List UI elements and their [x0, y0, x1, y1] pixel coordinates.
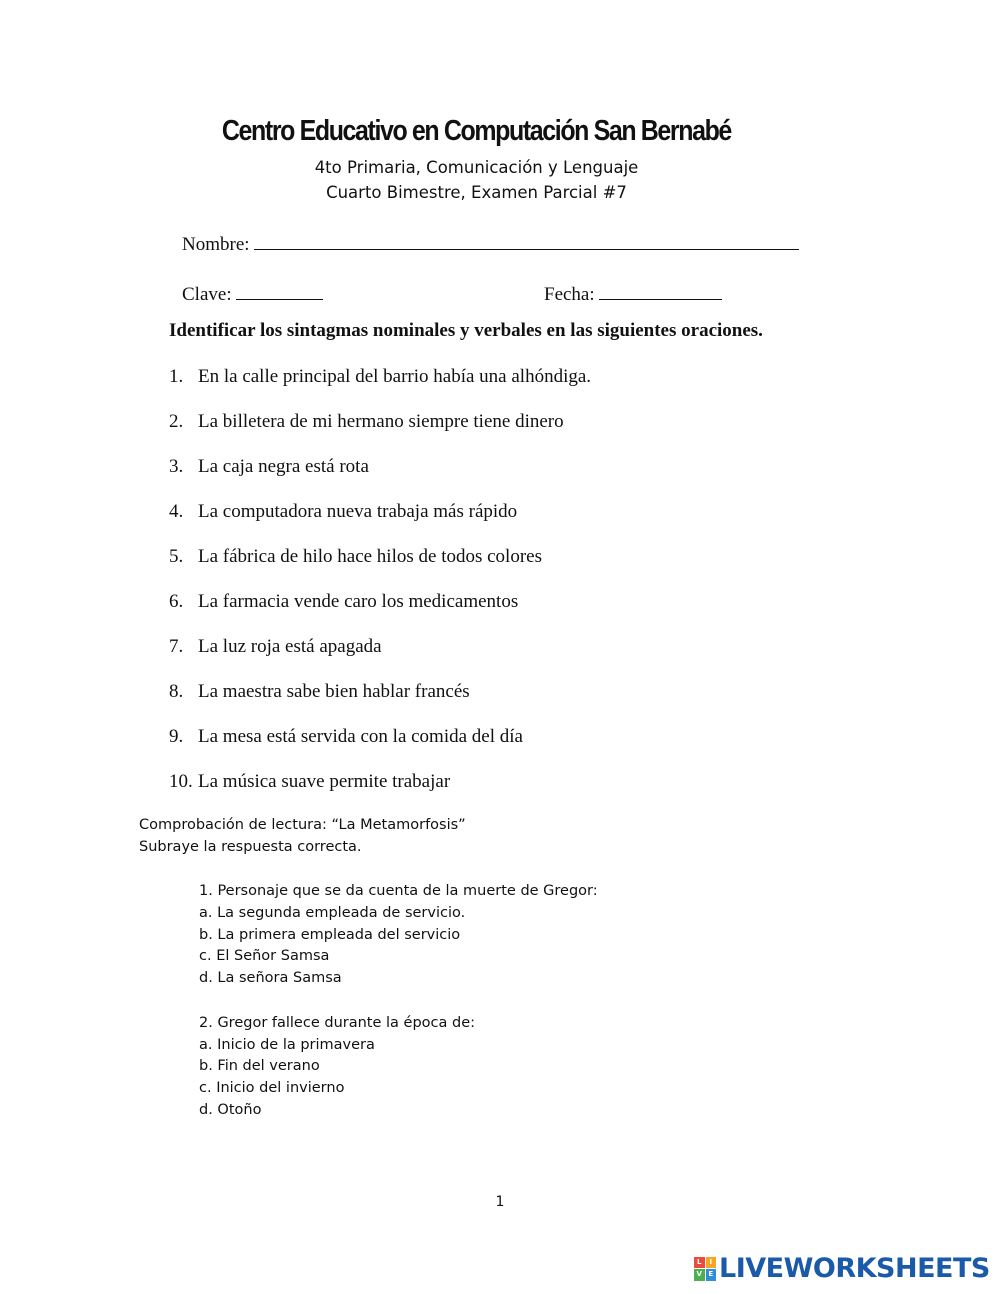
- liveworksheets-logo[interactable]: [694, 1253, 990, 1284]
- item-number: 7.: [169, 636, 184, 657]
- logo-tile-i: I: [706, 1257, 717, 1269]
- list-item: [169, 501, 517, 523]
- clave-field: [182, 283, 323, 306]
- question-2: 2. Gregor fallece durante la época de:: [199, 1015, 476, 1031]
- item-text: La farmacia vende caro los medicamentos: [198, 591, 519, 612]
- fecha-blank-line[interactable]: [599, 283, 722, 300]
- item-text: En la calle principal del barrio había una alhóndiga.: [198, 366, 592, 387]
- q2-option-b[interactable]: b. Fin del verano: [199, 1058, 320, 1074]
- item-number: 9.: [169, 726, 184, 747]
- fecha-label: Fecha:: [544, 284, 595, 305]
- section1-instruction: Identificar los sintagmas nominales y verbales en las siguientes oraciones.: [169, 320, 763, 341]
- q1-option-d[interactable]: d. La señora Samsa: [199, 970, 342, 986]
- list-item: [169, 366, 591, 388]
- list-item: [169, 591, 518, 613]
- fecha-field: [544, 283, 722, 306]
- item-number: 10.: [169, 771, 193, 792]
- name-field: [182, 233, 799, 256]
- item-number: 2.: [169, 411, 184, 432]
- q1-option-c[interactable]: c. El Señor Samsa: [199, 948, 330, 964]
- list-item: [169, 771, 450, 793]
- section2-heading: Comprobación de lectura: “La Metamorfosis”: [139, 817, 466, 833]
- list-item: [169, 546, 542, 568]
- item-number: 5.: [169, 546, 184, 567]
- subtitle-grade: 4to Primaria, Comunicación y Lenguaje: [314, 158, 639, 177]
- logo-tiles-icon: [694, 1257, 716, 1281]
- item-text: La mesa está servida con la comida del día: [198, 726, 523, 747]
- q2-option-d[interactable]: d. Otoño: [199, 1102, 262, 1118]
- clave-label: Clave:: [182, 284, 232, 305]
- item-number: 8.: [169, 681, 184, 702]
- list-item: [169, 411, 564, 433]
- name-label: Nombre:: [182, 234, 250, 255]
- item-number: 3.: [169, 456, 184, 477]
- list-item: [169, 726, 523, 748]
- item-number: 6.: [169, 591, 184, 612]
- name-blank-line[interactable]: [254, 233, 799, 250]
- logo-tile-e: E: [706, 1269, 717, 1281]
- q1-option-b[interactable]: b. La primera empleada del servicio: [199, 927, 461, 943]
- item-text: La billetera de mi hermano siempre tiene dinero: [198, 411, 564, 432]
- section2-instruction: Subraye la respuesta correcta.: [139, 839, 362, 855]
- clave-blank-line[interactable]: [236, 283, 323, 300]
- list-item: [169, 681, 470, 703]
- q2-option-a[interactable]: a. Inicio de la primavera: [199, 1037, 375, 1053]
- item-number: 4.: [169, 501, 184, 522]
- logo-text: LIVEWORKSHEETS: [719, 1253, 990, 1284]
- page-number: 1: [495, 1194, 505, 1210]
- subtitle-exam: Cuarto Bimestre, Examen Parcial #7: [326, 183, 627, 202]
- item-text: La caja negra está rota: [198, 456, 369, 477]
- item-text: La luz roja está apagada: [198, 636, 382, 657]
- item-text: La fábrica de hilo hace hilos de todos colores: [198, 546, 542, 567]
- item-text: La música suave permite trabajar: [198, 771, 451, 792]
- logo-tile-l: L: [694, 1257, 705, 1269]
- question-1: 1. Personaje que se da cuenta de la muerte de Gregor:: [199, 883, 598, 899]
- list-item: [169, 636, 382, 658]
- item-text: La computadora nueva trabaja más rápido: [198, 501, 518, 522]
- list-item: [169, 456, 369, 478]
- q2-option-c[interactable]: c. Inicio del invierno: [199, 1080, 345, 1096]
- logo-tile-v: V: [694, 1269, 705, 1281]
- q1-option-a[interactable]: a. La segunda empleada de servicio.: [199, 905, 466, 921]
- page-title: Centro Educativo en Computación San Bernabé: [221, 115, 731, 147]
- item-number: 1.: [169, 366, 184, 387]
- item-text: La maestra sabe bien hablar francés: [198, 681, 470, 702]
